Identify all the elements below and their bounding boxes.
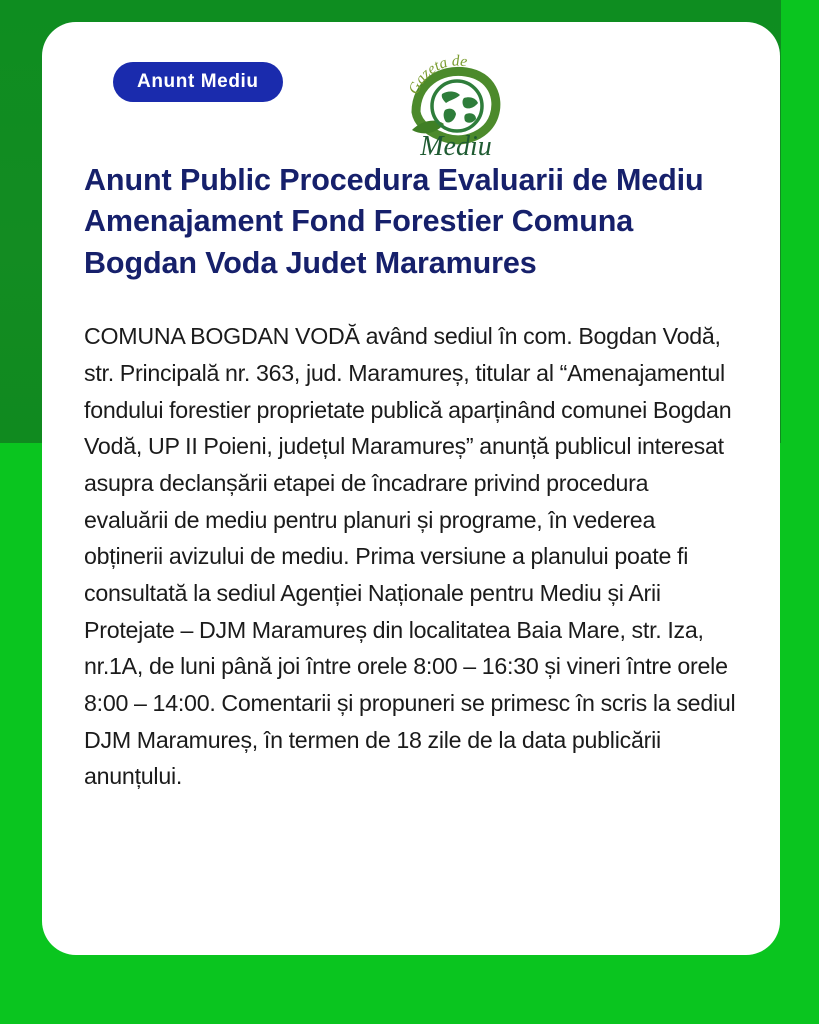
anunt-mediu-badge[interactable]: Anunt Mediu (113, 62, 283, 102)
logo-top-text: Gazeta de (405, 52, 469, 97)
page-title: Anunt Public Procedura Evaluarii de Mediu Amenajament Fond Forestier Comuna Bogdan Voda Judet Maramures (84, 163, 704, 280)
gazeta-de-mediu-logo (400, 50, 512, 162)
card-header (84, 42, 738, 160)
announcement-body-text: COMUNA BOGDAN VODĂ având sediul în com. Bogdan Vodă, str. Principală nr. 363, jud. Maramureș, titular al “Amenajamentul fondului forestier proprietate publică aparținând comunei Bogdan Vodă, UP II Poieni, județul Maramureș” anunță publicul interesat asupra declanșării etapei de încadrare privind procedura evaluării de mediu pentru planuri și programe, în vederea obținerii avizului de mediu. Prima versiune a planului poate fi consultată la sediul Agenției Naționale pentru Mediu și Arii Protejate – DJM Maramureș din localitatea Baia Mare, str. Iza, nr.1A, de luni până joi între orele 8:00 – 16:30 și vineri între orele 8:00 – 14:00. Comentarii și propuneri se primesc în scris la sediul DJM Maramureș, în termen de 18 zile de la data publicării anunțului. (84, 323, 736, 790)
announcement-card (42, 22, 780, 955)
logo-bottom-text: Mediu (420, 131, 492, 162)
background-bright-green-strip (781, 0, 819, 443)
